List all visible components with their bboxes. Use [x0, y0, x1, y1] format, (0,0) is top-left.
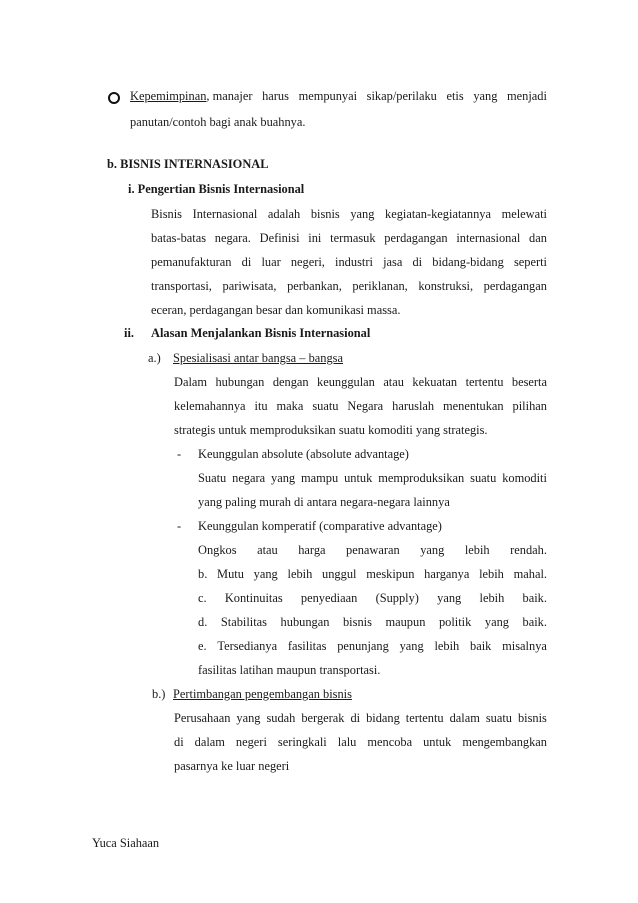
sub-ii-heading: Alasan Menjalankan Bisnis Internasional — [151, 326, 371, 340]
sub-ii-numeral: ii. — [124, 326, 134, 340]
sub-i-line-2: batas-batas negara. Definisi ini termasuk perdagangan internasional dan — [151, 231, 547, 245]
dash-2-line-5: e. Tersedianya fasilitas penunjang yang lebih baik misalnya — [198, 639, 547, 653]
dash-2-line-2: b. Mutu yang lebih unggul meskipun harganya lebih mahal. — [198, 567, 547, 581]
item-b-title: Pertimbangan pengembangan bisnis — [173, 687, 352, 701]
item-a-line-2: kelemahannya itu maka suatu Negara haruslah menentukan pilihan — [174, 399, 547, 413]
dash-1-line-1: Suatu negara yang mampu untuk memproduksikan suatu komoditi — [198, 471, 547, 485]
item-a-title: Spesialisasi antar bangsa – bangsa — [173, 351, 343, 365]
bullet-line-1: Kepemimpinan, manajer harus mempunyai sikap/perilaku etis yang menjadi — [130, 89, 547, 103]
section-b-heading: b. BISNIS INTERNASIONAL — [107, 157, 269, 171]
circle-bullet-icon — [108, 92, 120, 104]
dash-1-line-2: yang paling murah di antara negara-negara lainnya — [198, 495, 450, 509]
sub-i-line-5: eceran, perdagangan besar dan komunikasi massa. — [151, 303, 401, 317]
term-kepemimpinan: Kepemimpinan — [130, 89, 207, 103]
dash-2-line-4: d. Stabilitas hubungan bisnis maupun politik yang baik. — [198, 615, 547, 629]
item-a-line-1: Dalam hubungan dengan keunggulan atau kekuatan tertentu beserta — [174, 375, 547, 389]
sub-i-line-4: transportasi, pariwisata, perbankan, periklanan, konstruksi, perdagangan — [151, 279, 547, 293]
item-b-marker: b.) — [152, 687, 166, 701]
dash-1-marker: - — [177, 447, 182, 461]
dash-1-title: Keunggulan absolute (absolute advantage) — [198, 447, 409, 461]
item-b-line-1: Perusahaan yang sudah bergerak di bidang tertentu dalam suatu bisnis — [174, 711, 547, 725]
bullet-line-2: panutan/contoh bagi anak buahnya. — [130, 115, 306, 129]
item-a-line-3: strategis untuk memproduksikan suatu komoditi yang strategis. — [174, 423, 488, 437]
dash-2-marker: - — [177, 519, 182, 533]
dash-2-line-3: c. Kontinuitas penyediaan (Supply) yang lebih baik. — [198, 591, 547, 605]
sub-i-heading: i. Pengertian Bisnis Internasional — [128, 182, 305, 196]
item-a-marker: a.) — [148, 351, 161, 365]
dash-2-line-1: Ongkos atau harga penawaran yang lebih rendah. — [198, 543, 547, 557]
dash-2-line-6: fasilitas latihan maupun transportasi. — [198, 663, 381, 677]
sub-i-line-1: Bisnis Internasional adalah bisnis yang kegiatan-kegiatannya melewati — [151, 207, 547, 221]
item-b-line-2: di dalam negeri seringkali lalu mencoba untuk mengembangkan — [174, 735, 547, 749]
dash-2-title: Keunggulan komperatif (comparative advantage) — [198, 519, 442, 533]
item-b-line-3: pasarnya ke luar negeri — [174, 759, 290, 773]
sub-i-line-3: pemanufakturan di luar negeri, industri jasa di bidang-bidang seperti — [151, 255, 547, 269]
footer-author: Yuca Siahaan — [92, 836, 160, 850]
